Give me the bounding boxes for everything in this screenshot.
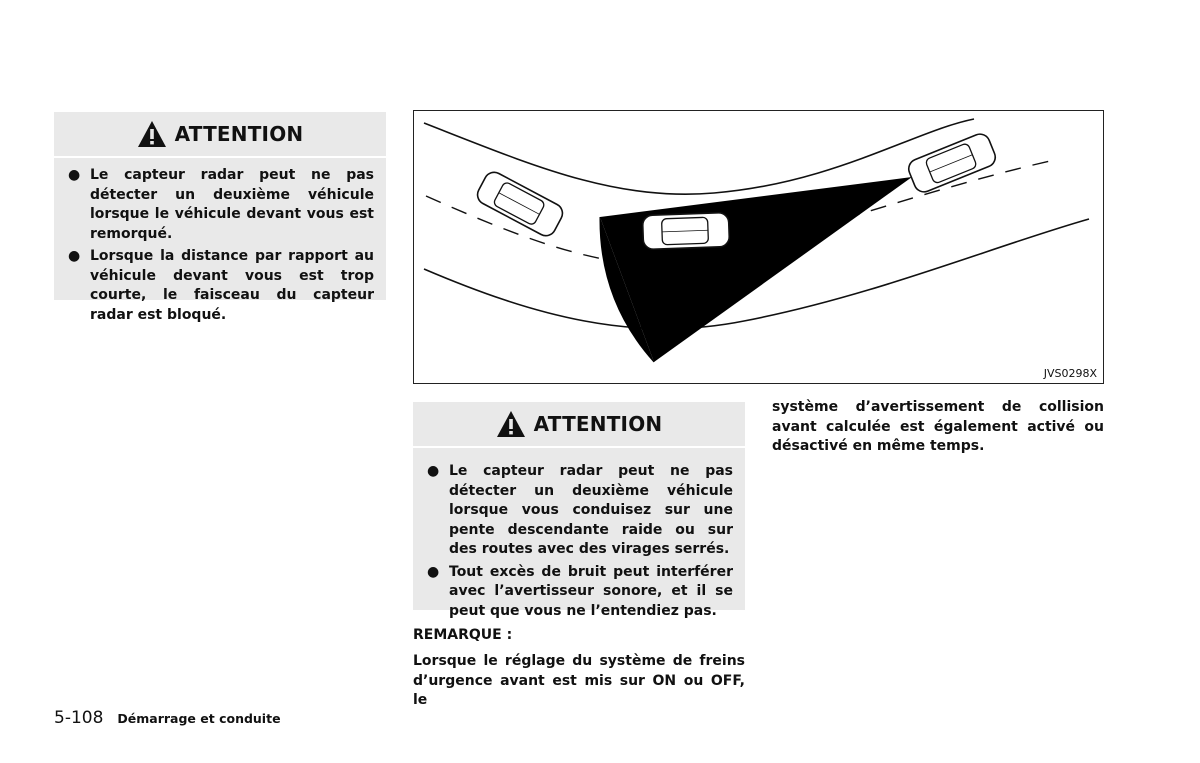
remark-text: Lorsque le réglage du système de freins d’urgence avant est mis sur ON ou OFF, le xyxy=(413,653,745,708)
bullet-icon: ● xyxy=(427,563,440,580)
caution-item: ● Le capteur radar peut ne pas détecter un deuxième véhicule lorsque le véhicule devant vous est remorqué. xyxy=(68,167,374,242)
caution-title: ATTENTION xyxy=(533,412,663,436)
caution-list xyxy=(54,158,386,336)
page-number: 5-108 xyxy=(54,708,104,728)
bullet-icon: ● xyxy=(68,248,81,264)
section-title: Démarrage et conduite xyxy=(117,711,281,726)
warning-icon xyxy=(137,120,167,148)
warning-icon xyxy=(496,410,526,438)
caution-header xyxy=(413,402,745,448)
caution-list xyxy=(413,448,745,632)
remark-heading: REMARQUE : xyxy=(413,627,513,643)
caution-box-bottom xyxy=(413,402,745,619)
figure-id: JVS0298X xyxy=(1043,367,1097,380)
caution-item: ● Lorsque la distance par rapport au véhicule devant vous est trop courte, le faisceau du capteur radar est bloqué. xyxy=(68,248,374,323)
car-icon xyxy=(906,131,998,195)
road-diagram xyxy=(414,111,1102,382)
car-icon xyxy=(642,213,729,250)
bullet-icon: ● xyxy=(427,463,440,479)
bullet-icon: ● xyxy=(68,167,81,183)
caution-item: ● Tout excès de bruit peut interférer avec l’avertisseur sonore, et il se peut que vous ne l’entendiez pas. xyxy=(427,563,733,619)
car-icon xyxy=(474,169,566,239)
body-paragraph: système d’avertissement de collision avant calculée est également activé ou désactivé en même temps. xyxy=(772,399,1104,454)
caution-item: ● Le capteur radar peut ne pas détecter un deuxième véhicule lorsque vous conduisez sur une pente descendante raide ou sur des routes avec des virages serrés. xyxy=(427,463,733,557)
radar-illustration xyxy=(413,110,1104,384)
caution-title: ATTENTION xyxy=(174,122,304,146)
caution-header xyxy=(54,112,386,158)
radar-beam-icon xyxy=(600,177,912,362)
page-footer xyxy=(54,708,281,728)
caution-box-top xyxy=(54,112,386,323)
